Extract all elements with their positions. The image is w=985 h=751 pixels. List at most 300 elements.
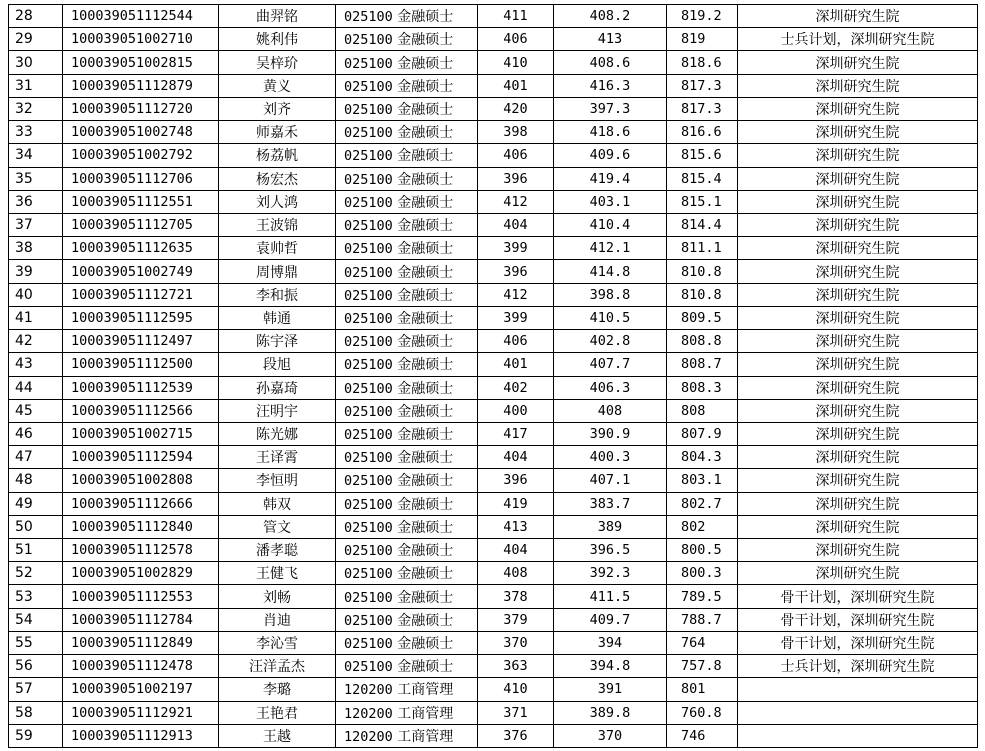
row-number-cell[interactable]: 51 <box>9 539 63 562</box>
row-number-cell[interactable]: 29 <box>9 28 63 51</box>
initial-score-cell[interactable]: 370 <box>478 631 554 654</box>
total-score-cell[interactable]: 810.8 <box>667 260 738 283</box>
candidate-id-cell[interactable]: 100039051002197 <box>63 678 219 701</box>
note-cell[interactable]: 深圳研究生院 <box>738 306 978 329</box>
major-code: 025100 <box>344 427 393 444</box>
initial-score-cell[interactable]: 410 <box>478 51 554 74</box>
total-score-cell[interactable]: 810.8 <box>667 283 738 306</box>
major-code: 025100 <box>344 357 393 374</box>
retest-score-cell[interactable]: 408.2 <box>554 5 667 28</box>
candidate-name-cell[interactable]: 曲羿铭 <box>219 5 336 28</box>
note-cell[interactable]: 深圳研究生院 <box>738 399 978 422</box>
candidate-name-cell[interactable]: 陈光娜 <box>219 422 336 445</box>
row-number-cell[interactable]: 49 <box>9 492 63 515</box>
note-cell[interactable]: 深圳研究生院 <box>738 260 978 283</box>
total-score-cell[interactable]: 809.5 <box>667 306 738 329</box>
row-number-cell[interactable]: 58 <box>9 701 63 724</box>
initial-score-cell[interactable]: 406 <box>478 28 554 51</box>
note-cell[interactable]: 骨干计划，深圳研究生院 <box>738 608 978 631</box>
initial-score-cell[interactable]: 410 <box>478 678 554 701</box>
retest-score-cell[interactable]: 406.3 <box>554 376 667 399</box>
total-score-cell[interactable]: 789.5 <box>667 585 738 608</box>
note-cell[interactable] <box>738 724 978 747</box>
major-code: 025100 <box>344 566 393 583</box>
retest-score-cell[interactable]: 418.6 <box>554 121 667 144</box>
note-cell[interactable]: 深圳研究生院 <box>738 330 978 353</box>
major-cell[interactable] <box>336 376 478 399</box>
row-number-cell[interactable]: 46 <box>9 422 63 445</box>
major-cell[interactable] <box>336 74 478 97</box>
note-cell[interactable] <box>738 678 978 701</box>
initial-score-cell[interactable]: 402 <box>478 376 554 399</box>
major-code: 025100 <box>344 612 393 629</box>
retest-score-cell[interactable]: 410.4 <box>554 213 667 236</box>
total-score-cell[interactable]: 817.3 <box>667 74 738 97</box>
retest-score-cell[interactable]: 407.1 <box>554 469 667 492</box>
table-row <box>9 701 978 724</box>
candidate-id-cell[interactable]: 100039051002815 <box>63 51 219 74</box>
retest-score-cell[interactable]: 391 <box>554 678 667 701</box>
major-code: 025100 <box>344 241 393 258</box>
initial-score-cell[interactable]: 399 <box>478 306 554 329</box>
initial-score-cell[interactable]: 396 <box>478 167 554 190</box>
initial-score-cell[interactable]: 376 <box>478 724 554 747</box>
candidate-id-cell[interactable]: 100039051112706 <box>63 167 219 190</box>
initial-score-cell[interactable]: 399 <box>478 237 554 260</box>
row-number-cell[interactable]: 54 <box>9 608 63 631</box>
major-cell[interactable] <box>336 539 478 562</box>
candidate-name-cell[interactable]: 李沁雪 <box>219 631 336 654</box>
retest-score-cell[interactable]: 400.3 <box>554 446 667 469</box>
retest-score-cell[interactable]: 413 <box>554 28 667 51</box>
candidate-name-cell[interactable]: 韩通 <box>219 306 336 329</box>
major-cell[interactable] <box>336 330 478 353</box>
retest-score-cell[interactable]: 394.8 <box>554 655 667 678</box>
candidate-id-cell[interactable]: 100039051002748 <box>63 121 219 144</box>
retest-score-cell[interactable]: 389 <box>554 515 667 538</box>
candidate-name-cell[interactable]: 王艳君 <box>219 701 336 724</box>
candidate-name-cell[interactable]: 杨荔帆 <box>219 144 336 167</box>
table-row <box>9 469 978 492</box>
initial-score-cell[interactable]: 398 <box>478 121 554 144</box>
initial-score-cell[interactable]: 406 <box>478 144 554 167</box>
candidate-id-cell[interactable]: 100039051112635 <box>63 237 219 260</box>
retest-score-cell[interactable]: 389.8 <box>554 701 667 724</box>
note-cell[interactable]: 深圳研究生院 <box>738 283 978 306</box>
candidate-name-cell[interactable]: 刘人鸿 <box>219 190 336 213</box>
note-cell[interactable]: 骨干计划，深圳研究生院 <box>738 631 978 654</box>
total-score-cell[interactable]: 800.3 <box>667 562 738 585</box>
initial-score-cell[interactable]: 404 <box>478 213 554 236</box>
total-score-cell[interactable]: 816.6 <box>667 121 738 144</box>
candidate-name-cell[interactable]: 周博鼎 <box>219 260 336 283</box>
initial-score-cell[interactable]: 404 <box>478 539 554 562</box>
total-score-cell[interactable]: 788.7 <box>667 608 738 631</box>
candidate-id-cell[interactable]: 100039051112595 <box>63 306 219 329</box>
row-number-cell[interactable]: 39 <box>9 260 63 283</box>
candidate-id-cell[interactable]: 100039051112720 <box>63 97 219 120</box>
candidate-id-cell[interactable]: 100039051112705 <box>63 213 219 236</box>
retest-score-cell[interactable]: 390.9 <box>554 422 667 445</box>
initial-score-cell[interactable]: 400 <box>478 399 554 422</box>
candidate-name-cell[interactable]: 王健飞 <box>219 562 336 585</box>
total-score-cell[interactable]: 801 <box>667 678 738 701</box>
row-number-cell[interactable]: 34 <box>9 144 63 167</box>
total-score-cell[interactable]: 803.1 <box>667 469 738 492</box>
major-code: 025100 <box>344 659 393 676</box>
major-cell[interactable] <box>336 167 478 190</box>
total-score-cell[interactable]: 808.7 <box>667 353 738 376</box>
note-cell[interactable]: 深圳研究生院 <box>738 422 978 445</box>
table-row <box>9 492 978 515</box>
note-cell[interactable]: 骨干计划，深圳研究生院 <box>738 585 978 608</box>
major-name: 金融硕士 <box>397 334 454 351</box>
row-number-cell[interactable]: 40 <box>9 283 63 306</box>
initial-score-cell[interactable]: 401 <box>478 74 554 97</box>
initial-score-cell[interactable]: 363 <box>478 655 554 678</box>
row-number-cell[interactable]: 36 <box>9 190 63 213</box>
major-name: 金融硕士 <box>397 125 454 142</box>
row-number-cell[interactable]: 48 <box>9 469 63 492</box>
major-name: 金融硕士 <box>397 450 454 467</box>
major-cell[interactable] <box>336 51 478 74</box>
major-code: 120200 <box>344 682 393 699</box>
total-score-cell[interactable]: 746 <box>667 724 738 747</box>
row-number-cell[interactable]: 47 <box>9 446 63 469</box>
initial-score-cell[interactable]: 411 <box>478 5 554 28</box>
candidate-id-cell[interactable]: 100039051112840 <box>63 515 219 538</box>
candidate-name-cell[interactable]: 黄义 <box>219 74 336 97</box>
major-cell[interactable] <box>336 28 478 51</box>
total-score-cell[interactable]: 808 <box>667 399 738 422</box>
candidate-id-cell[interactable]: 100039051112544 <box>63 5 219 28</box>
retest-score-cell[interactable]: 414.8 <box>554 260 667 283</box>
candidate-name-cell[interactable]: 王译霄 <box>219 446 336 469</box>
candidate-id-cell[interactable]: 100039051002749 <box>63 260 219 283</box>
major-cell[interactable] <box>336 469 478 492</box>
note-cell[interactable]: 深圳研究生院 <box>738 562 978 585</box>
retest-score-cell[interactable]: 412.1 <box>554 237 667 260</box>
candidate-name-cell[interactable]: 袁帅哲 <box>219 237 336 260</box>
note-cell[interactable] <box>738 701 978 724</box>
note-cell[interactable]: 深圳研究生院 <box>738 539 978 562</box>
candidate-name-cell[interactable]: 韩双 <box>219 492 336 515</box>
note-cell[interactable]: 深圳研究生院 <box>738 515 978 538</box>
row-number-cell[interactable]: 31 <box>9 74 63 97</box>
initial-score-cell[interactable]: 420 <box>478 97 554 120</box>
major-cell[interactable] <box>336 608 478 631</box>
total-score-cell[interactable]: 764 <box>667 631 738 654</box>
candidate-id-cell[interactable]: 100039051112551 <box>63 190 219 213</box>
major-name: 金融硕士 <box>397 78 454 95</box>
candidate-id-cell[interactable]: 100039051112666 <box>63 492 219 515</box>
candidate-name-cell[interactable]: 潘孝聪 <box>219 539 336 562</box>
candidate-id-cell[interactable]: 100039051112784 <box>63 608 219 631</box>
row-number-cell[interactable]: 59 <box>9 724 63 747</box>
note-cell[interactable]: 深圳研究生院 <box>738 144 978 167</box>
retest-score-cell[interactable]: 408 <box>554 399 667 422</box>
candidate-name-cell[interactable]: 汪明宇 <box>219 399 336 422</box>
major-cell[interactable] <box>336 655 478 678</box>
retest-score-cell[interactable]: 411.5 <box>554 585 667 608</box>
row-number-cell[interactable]: 53 <box>9 585 63 608</box>
retest-score-cell[interactable]: 370 <box>554 724 667 747</box>
retest-score-cell[interactable]: 383.7 <box>554 492 667 515</box>
total-score-cell[interactable]: 800.5 <box>667 539 738 562</box>
major-name: 金融硕士 <box>397 636 454 653</box>
candidate-id-cell[interactable]: 100039051112594 <box>63 446 219 469</box>
major-name: 金融硕士 <box>397 519 454 536</box>
major-cell[interactable] <box>336 5 478 28</box>
candidate-name-cell[interactable]: 姚利伟 <box>219 28 336 51</box>
major-cell[interactable] <box>336 399 478 422</box>
major-cell[interactable] <box>336 678 478 701</box>
table-row <box>9 353 978 376</box>
initial-score-cell[interactable]: 378 <box>478 585 554 608</box>
note-cell[interactable]: 深圳研究生院 <box>738 51 978 74</box>
major-name: 金融硕士 <box>397 9 454 26</box>
candidate-name-cell[interactable]: 管文 <box>219 515 336 538</box>
initial-score-cell[interactable]: 412 <box>478 190 554 213</box>
candidate-id-cell[interactable]: 100039051002829 <box>63 562 219 585</box>
major-cell[interactable] <box>336 515 478 538</box>
major-cell[interactable] <box>336 283 478 306</box>
row-number-cell[interactable]: 43 <box>9 353 63 376</box>
retest-score-cell[interactable]: 407.7 <box>554 353 667 376</box>
initial-score-cell[interactable]: 371 <box>478 701 554 724</box>
total-score-cell[interactable]: 815.1 <box>667 190 738 213</box>
major-cell[interactable] <box>336 306 478 329</box>
table-row <box>9 5 978 28</box>
major-cell[interactable] <box>336 585 478 608</box>
note-cell[interactable]: 深圳研究生院 <box>738 469 978 492</box>
table-row <box>9 678 978 701</box>
candidate-name-cell[interactable]: 孙嘉琦 <box>219 376 336 399</box>
note-cell[interactable]: 深圳研究生院 <box>738 213 978 236</box>
initial-score-cell[interactable]: 379 <box>478 608 554 631</box>
candidate-name-cell[interactable]: 师嘉禾 <box>219 121 336 144</box>
row-number-cell[interactable]: 35 <box>9 167 63 190</box>
retest-score-cell[interactable]: 392.3 <box>554 562 667 585</box>
row-number-cell[interactable]: 55 <box>9 631 63 654</box>
total-score-cell[interactable]: 757.8 <box>667 655 738 678</box>
note-cell[interactable]: 深圳研究生院 <box>738 5 978 28</box>
major-cell[interactable] <box>336 260 478 283</box>
major-code: 025100 <box>344 473 393 490</box>
candidate-name-cell[interactable]: 杨宏杰 <box>219 167 336 190</box>
major-cell[interactable] <box>336 562 478 585</box>
candidate-name-cell[interactable]: 李恒明 <box>219 469 336 492</box>
retest-score-cell[interactable]: 403.1 <box>554 190 667 213</box>
table-row <box>9 144 978 167</box>
row-number-cell[interactable]: 52 <box>9 562 63 585</box>
total-score-cell[interactable]: 819.2 <box>667 5 738 28</box>
total-score-cell[interactable]: 808.3 <box>667 376 738 399</box>
candidate-name-cell[interactable]: 李璐 <box>219 678 336 701</box>
major-cell[interactable] <box>336 701 478 724</box>
retest-score-cell[interactable]: 396.5 <box>554 539 667 562</box>
table-row <box>9 121 978 144</box>
total-score-cell[interactable]: 807.9 <box>667 422 738 445</box>
candidate-name-cell[interactable]: 王波锦 <box>219 213 336 236</box>
major-cell[interactable] <box>336 237 478 260</box>
initial-score-cell[interactable]: 417 <box>478 422 554 445</box>
initial-score-cell[interactable]: 396 <box>478 260 554 283</box>
major-name: 金融硕士 <box>397 194 454 211</box>
row-number-cell[interactable]: 33 <box>9 121 63 144</box>
total-score-cell[interactable]: 818.6 <box>667 51 738 74</box>
total-score-cell[interactable]: 815.6 <box>667 144 738 167</box>
note-cell[interactable]: 深圳研究生院 <box>738 376 978 399</box>
major-cell[interactable] <box>336 190 478 213</box>
candidate-id-cell[interactable]: 100039051002808 <box>63 469 219 492</box>
row-number-cell[interactable]: 57 <box>9 678 63 701</box>
row-number-cell[interactable]: 28 <box>9 5 63 28</box>
row-number-cell[interactable]: 50 <box>9 515 63 538</box>
candidate-id-cell[interactable]: 100039051112553 <box>63 585 219 608</box>
initial-score-cell[interactable]: 419 <box>478 492 554 515</box>
major-cell[interactable] <box>336 422 478 445</box>
major-code: 025100 <box>344 218 393 235</box>
retest-score-cell[interactable]: 410.5 <box>554 306 667 329</box>
major-code: 025100 <box>344 55 393 72</box>
total-score-cell[interactable]: 817.3 <box>667 97 738 120</box>
initial-score-cell[interactable]: 401 <box>478 353 554 376</box>
candidate-id-cell[interactable]: 100039051112913 <box>63 724 219 747</box>
note-cell[interactable]: 深圳研究生院 <box>738 121 978 144</box>
row-number-cell[interactable]: 37 <box>9 213 63 236</box>
candidate-id-cell[interactable]: 100039051112539 <box>63 376 219 399</box>
major-name: 金融硕士 <box>397 241 454 258</box>
row-number-cell[interactable]: 45 <box>9 399 63 422</box>
major-name: 工商管理 <box>397 682 454 699</box>
candidate-id-cell[interactable]: 100039051112500 <box>63 353 219 376</box>
note-cell[interactable]: 深圳研究生院 <box>738 167 978 190</box>
major-name: 金融硕士 <box>397 380 454 397</box>
retest-score-cell[interactable]: 394 <box>554 631 667 654</box>
table-row <box>9 515 978 538</box>
candidate-name-cell[interactable]: 刘齐 <box>219 97 336 120</box>
initial-score-cell[interactable]: 404 <box>478 446 554 469</box>
table-row <box>9 631 978 654</box>
row-number-cell[interactable]: 30 <box>9 51 63 74</box>
total-score-cell[interactable]: 811.1 <box>667 237 738 260</box>
major-code: 025100 <box>344 148 393 165</box>
major-name: 金融硕士 <box>397 287 454 304</box>
candidate-id-cell[interactable]: 100039051002792 <box>63 144 219 167</box>
initial-score-cell[interactable]: 413 <box>478 515 554 538</box>
retest-score-cell[interactable]: 398.8 <box>554 283 667 306</box>
total-score-cell[interactable]: 815.4 <box>667 167 738 190</box>
retest-score-cell[interactable]: 397.3 <box>554 97 667 120</box>
major-cell[interactable] <box>336 631 478 654</box>
note-cell[interactable]: 深圳研究生院 <box>738 353 978 376</box>
candidate-id-cell[interactable]: 100039051002710 <box>63 28 219 51</box>
candidate-name-cell[interactable]: 段旭 <box>219 353 336 376</box>
major-cell[interactable] <box>336 97 478 120</box>
initial-score-cell[interactable]: 406 <box>478 330 554 353</box>
major-cell[interactable] <box>336 724 478 747</box>
candidate-name-cell[interactable]: 汪洋孟杰 <box>219 655 336 678</box>
retest-score-cell[interactable]: 419.4 <box>554 167 667 190</box>
total-score-cell[interactable]: 802 <box>667 515 738 538</box>
retest-score-cell[interactable]: 408.6 <box>554 51 667 74</box>
major-name: 金融硕士 <box>397 357 454 374</box>
note-cell[interactable]: 深圳研究生院 <box>738 97 978 120</box>
total-score-cell[interactable]: 814.4 <box>667 213 738 236</box>
note-cell[interactable]: 深圳研究生院 <box>738 237 978 260</box>
table-row <box>9 539 978 562</box>
major-cell[interactable] <box>336 492 478 515</box>
candidate-id-cell[interactable]: 100039051112566 <box>63 399 219 422</box>
retest-score-cell[interactable]: 402.8 <box>554 330 667 353</box>
major-code: 025100 <box>344 450 393 467</box>
major-cell[interactable] <box>336 353 478 376</box>
note-cell[interactable]: 深圳研究生院 <box>738 190 978 213</box>
total-score-cell[interactable]: 804.3 <box>667 446 738 469</box>
row-number-cell[interactable]: 41 <box>9 306 63 329</box>
retest-score-cell[interactable]: 409.7 <box>554 608 667 631</box>
initial-score-cell[interactable]: 408 <box>478 562 554 585</box>
candidate-name-cell[interactable]: 陈宇泽 <box>219 330 336 353</box>
total-score-cell[interactable]: 802.7 <box>667 492 738 515</box>
note-cell[interactable]: 深圳研究生院 <box>738 446 978 469</box>
major-cell[interactable] <box>336 213 478 236</box>
candidate-id-cell[interactable]: 100039051002715 <box>63 422 219 445</box>
retest-score-cell[interactable]: 409.6 <box>554 144 667 167</box>
major-cell[interactable] <box>336 121 478 144</box>
retest-score-cell[interactable]: 416.3 <box>554 74 667 97</box>
row-number-cell[interactable]: 32 <box>9 97 63 120</box>
note-cell[interactable]: 深圳研究生院 <box>738 74 978 97</box>
major-code: 025100 <box>344 519 393 536</box>
major-cell[interactable] <box>336 144 478 167</box>
candidate-id-cell[interactable]: 100039051112879 <box>63 74 219 97</box>
candidate-name-cell[interactable]: 李和振 <box>219 283 336 306</box>
row-number-cell[interactable]: 38 <box>9 237 63 260</box>
major-code: 025100 <box>344 194 393 211</box>
row-number-cell[interactable]: 44 <box>9 376 63 399</box>
row-number-cell[interactable]: 42 <box>9 330 63 353</box>
total-score-cell[interactable]: 808.8 <box>667 330 738 353</box>
table-row <box>9 562 978 585</box>
candidate-name-cell[interactable]: 吴梓玠 <box>219 51 336 74</box>
candidate-id-cell[interactable]: 100039051112721 <box>63 283 219 306</box>
candidate-id-cell[interactable]: 100039051112921 <box>63 701 219 724</box>
candidate-name-cell[interactable]: 刘畅 <box>219 585 336 608</box>
major-code: 025100 <box>344 543 393 560</box>
major-code: 025100 <box>344 496 393 513</box>
candidate-id-cell[interactable]: 100039051112497 <box>63 330 219 353</box>
total-score-cell[interactable]: 819 <box>667 28 738 51</box>
note-cell[interactable]: 士兵计划，深圳研究生院 <box>738 28 978 51</box>
candidate-name-cell[interactable]: 肖迪 <box>219 608 336 631</box>
note-cell[interactable]: 深圳研究生院 <box>738 492 978 515</box>
note-cell[interactable]: 士兵计划，深圳研究生院 <box>738 655 978 678</box>
candidate-id-cell[interactable]: 100039051112849 <box>63 631 219 654</box>
row-number-cell[interactable]: 56 <box>9 655 63 678</box>
major-code: 025100 <box>344 589 393 606</box>
table-row <box>9 376 978 399</box>
total-score-cell[interactable]: 760.8 <box>667 701 738 724</box>
initial-score-cell[interactable]: 396 <box>478 469 554 492</box>
initial-score-cell[interactable]: 412 <box>478 283 554 306</box>
candidate-id-cell[interactable]: 100039051112578 <box>63 539 219 562</box>
candidate-name-cell[interactable]: 王越 <box>219 724 336 747</box>
table-row <box>9 213 978 236</box>
candidate-id-cell[interactable]: 100039051112478 <box>63 655 219 678</box>
major-cell[interactable] <box>336 446 478 469</box>
